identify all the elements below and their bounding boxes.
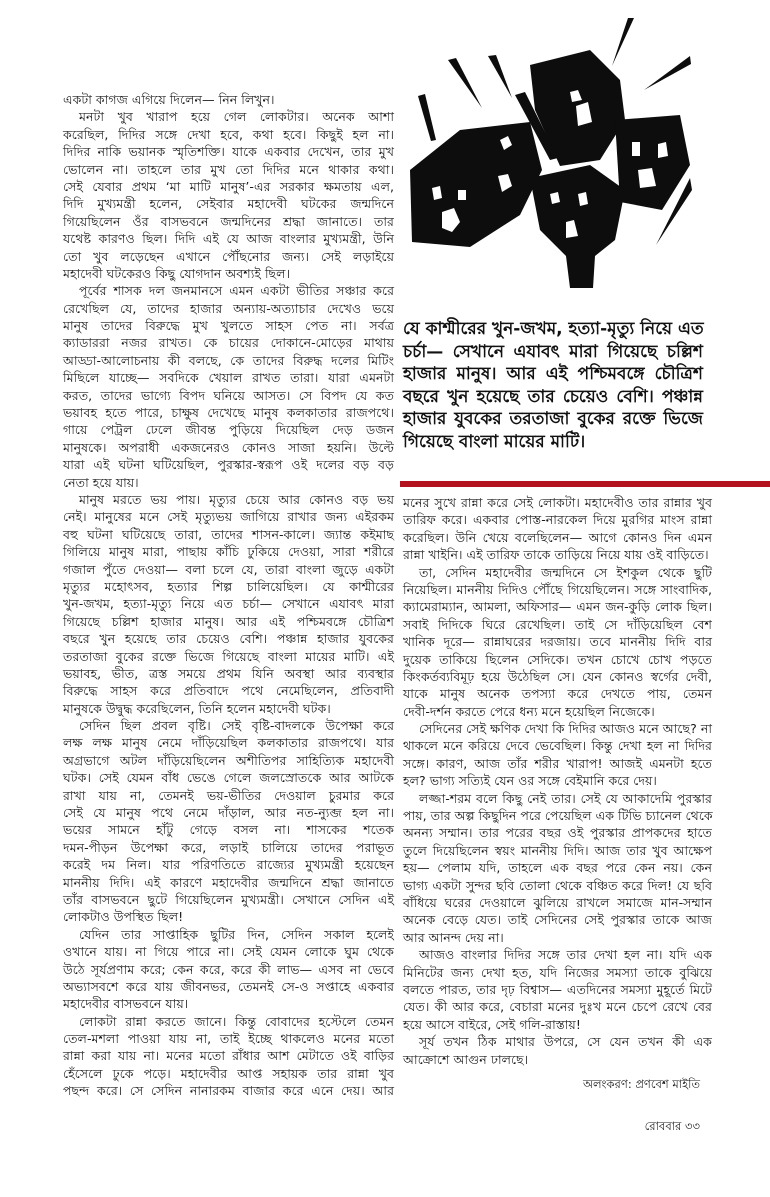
text-line: বাঁধিয়ে ঘরের দেওয়ালে ঝুলিয়ে রাখলে সমাজে মান-সম্মান <box>403 894 712 910</box>
text-line: ক্যামেরাম্যান, আমলা, অফিসার— এমন জন-কুড়ি লোক ছিল। <box>403 599 712 615</box>
text-line: ভাগ্য একটা সুন্দর ছবি তোলা থেকে বঞ্চিত করে দিল! যে ছবি <box>403 877 712 893</box>
text-line: বিরুদ্ধে সাহস করে প্রতিবাদে পথে নেমেছিলেন, প্রতিবাদী <box>63 683 394 699</box>
text-line: মনের সুখে রান্না করে সেই লোকটা। মহাদেবীও তার রান্নার খুব <box>403 495 712 510</box>
text-line: করত, তাদের ভাগ্যে বিপদ ঘনিয়ে আসত। সে বিপদ যে কত <box>63 387 394 403</box>
text-line: পূর্বের শাসক দল জনমানসে এমন একটা ভীতির সঞ্চার করে <box>79 283 394 299</box>
text-line: মহাদেবীর বাসভবনে যায়। <box>63 996 189 1012</box>
illustration-credit: অলংকরণ: প্রণবেশ মাইতি <box>583 1077 700 1091</box>
text-line: তুলে দিয়েছিলেন স্বয়ং মাননীয় দিদি। আজ তার খুব আক্ষেপ <box>403 842 712 858</box>
article-column-left <box>63 91 394 1100</box>
text-line: ভয়াবহ হতে পারে, চাক্ষুষ দেখেছে মানুষ কলকাতার রাজপথে। <box>63 405 394 421</box>
text-line: সেই যেবার প্রথম ‘মা মাটি মানুষ’-এর সরকার ক্ষমতায় এল, <box>63 178 394 194</box>
paragraph <box>63 1013 394 1100</box>
illustration <box>400 0 770 310</box>
text-line: সূর্য তখন ঠিক মাথার উপরে, সে যেন তখন কী এক <box>419 1034 712 1050</box>
text-line: মনটা খুব খারাপ হয়ে গেল লোকটার। অনেক আশা <box>79 109 394 125</box>
text-line: হয়— পেলাম যদি, তাহলে এক বছর পরে কেন নয়। কেন <box>403 860 712 876</box>
text-line: আক্রোশে আগুন ঢালছে। <box>403 1051 529 1067</box>
text-line: ভোলেন না। তাহলে তার মুখ তো দিদির মনে থাকার কথা। <box>63 161 394 177</box>
text-line: সবাই দিদিকে ঘিরে রেখেছিল। তাই সে দাঁড়িয়েছিল বেশ <box>403 616 712 632</box>
text-line: লজ্জা-শরম বলে কিছু নেই তার। সেই যে আকাদেমি পুরস্কার <box>419 790 712 806</box>
text-line: অনন্য সম্মান। তার পরের বছর ওই পুরস্কার প্রাপকদের হাতে <box>403 825 712 841</box>
paragraph <box>403 1033 712 1068</box>
text-line: মানুষ তাদের বিরুদ্ধে মুখ খুলতে সাহস পেত না। সর্বত্র <box>63 318 394 334</box>
text-line: তো খুব লড়েছেন এখানে পৌঁছনোর জন্য। সেই লড়াইয়ে <box>63 248 394 264</box>
text-line: দিদি মুখ্যমন্ত্রী হলেন, সেইবার মহাদেবী ঘটকের জন্মদিনে <box>63 196 394 212</box>
text-line: গিলিয়ে মানুষ মারা, পাছায় কাঁচি ঢুকিয়ে দেওয়া, সারা শরীরে <box>63 544 394 560</box>
page-footer: রোববার ৩৩ <box>644 1119 700 1133</box>
text-line: সেই যে মানুষ পথে নেমে দাঁড়াল, আর নত-ন্যুব্জ হল না। <box>63 805 394 821</box>
text-line: কিংকর্তব্যবিমূঢ় হয়ে উঠেছিল সে। যেন কোনও স্বর্গের দেবী, <box>403 668 712 684</box>
text-line: নিয়েছিল। মাননীয় দিদিও পৌঁছে গিয়েছিলেন। সঙ্গে সাংবাদিক, <box>403 581 712 597</box>
text-line: দিদির নাকি ভয়ানক স্মৃতিশক্তি। যাকে একবার দেখেন, তার মুখ <box>63 144 394 160</box>
text-line: অগ্রভাগে অটল দাঁড়িয়েছিলেন অশীতিপর সাহিত্যিক মহাদেবী <box>63 752 394 768</box>
text-line: হল? ভাগ্য সত্যিই যেন ওর সঙ্গে বেইমানি করে দেয়। <box>403 773 657 789</box>
text-line: আর আনন্দ দেয় না। <box>403 929 504 945</box>
text-line: তাঁর বাসভবনে ছুটে গিয়েছিলেন মুখ্যমন্ত্রী। সেখানে সেদিন এই <box>63 891 394 907</box>
text-line: আড্ডা-আলোচনায় কী বলছে, কে তাদের বিরুদ্ধ দলের মিটিং <box>63 352 394 368</box>
text-line: গিয়েছে চল্লিশ হাজার মানুষ। আর এই পশ্চিমবঙ্গে চৌত্রিশ <box>63 613 394 629</box>
text-line: মানুষ মরতে ভয় পায়। মৃত্যুর চেয়ে আর কোনও বড় ভয় <box>79 491 394 507</box>
text-line: উঠে সূর্যপ্রণাম করে; কেন করে, করে কী লাভ— এসব না ভেবে <box>63 961 394 977</box>
paragraph <box>63 717 394 926</box>
article-column-right <box>403 494 712 1068</box>
paragraph <box>63 926 394 1013</box>
text-line: তেল-মশলা পাওয়া যায় না, তাই ইচ্ছে থাকলেও মনের মতো <box>63 1031 394 1047</box>
text-line: যাকে মানুষ অনেক তপস্যা করে দেখতে পায়, তেমন <box>403 686 712 702</box>
text-line: অনেক বেড়ে যেত। তাই সেদিনের সেই পুরস্কার তাকে আজ <box>403 912 712 928</box>
text-line: লোকটা রান্না করতে জানে। কিন্তু বোবাদের হস্টেলে তেমন <box>79 1013 394 1029</box>
text-line: মিনিটের জন্য দেখা হত, যদি নিজের সমস্যা তাকে বুঝিয়ে <box>403 964 712 980</box>
text-line: করেছিল। উনি খেয়ে বলেছিলেন— আগে কোনও দিন এমন <box>403 529 712 545</box>
pull-quote-line: হাজার মানুষ। আর এই পশ্চিমবঙ্গে চৌত্রিশ <box>403 364 703 384</box>
accent-divider <box>400 481 770 487</box>
text-line: মাননীয় দিদি। এই কারণে মহাদেবীর জন্মদিনে শ্রদ্ধা জানাতে <box>63 874 394 890</box>
text-line: রান্না খাইনি। এই তারিফ তাকে তাড়িয়ে নিয়ে যায় ওই বাড়িতে। <box>403 547 709 563</box>
paragraph <box>403 790 712 947</box>
text-line: নেতা হয়ে যায়। <box>63 474 139 490</box>
pull-quote-line: গিয়েছে বাংলা মায়ের মাটি। <box>403 431 586 452</box>
text-line: লক্ষ লক্ষ মানুষ নেমে দাঁড়িয়েছিল কলকাতার রাজপথে। যার <box>63 735 394 751</box>
text-line: থাকলে মনে করিয়ে দেবে ভেবেছিল। কিন্তু দেখা হল না দিদির <box>403 738 712 754</box>
text-line: সেদিনের সেই ক্ষণিক দেখা কি দিদির আজও মনে আছে? না <box>419 721 712 737</box>
text-line: তরতাজা বুকের রক্তে ভিজে গিয়েছে বাংলা মায়ের মাটি। এই <box>63 648 394 664</box>
text-line: তা, সেদিন মহাদেবীর জন্মদিনে সে ইশকুল থেকে ছুটি <box>419 564 712 580</box>
text-line: ওখানে যায়। না গিয়ে পারে না। সেই যেমন লোকে ঘুম থেকে <box>63 944 394 960</box>
text-line: লোকটাও উপস্থিত ছিল! <box>63 909 184 925</box>
text-line: সঙ্গে। কারণ, আজ তাঁর শরীর খারাপ! আজই এমনটা হতে <box>403 755 712 771</box>
text-line: খুন-জখম, হত্যা-মৃত্যু নিয়ে এত চর্চা— সেখানে এযাবৎ মারা <box>63 596 394 612</box>
text-line: রেখেছিল যে, তাদের হাজার অন্যায়-অত্যাচার দেখেও ভয়ে <box>63 300 394 316</box>
text-line: বহু ঘটনা ঘটিয়েছে তারা, তাদের শাসন-কালে। জ্যান্ত কইমাছ <box>63 526 394 542</box>
pull-quote-line: হাজার যুবকের তরতাজা বুকের রক্তে ভিজে <box>403 409 703 429</box>
text-line: রাখা যায় না, তেমনই ভয়-ভীতির দেওয়াল চুরমার করে <box>63 787 394 803</box>
text-line: দেবী-দর্শন করতে পেরে ধন্য মনে হয়েছিল নিজেকে। <box>403 703 655 719</box>
text-line: সেদিন ছিল প্রবল বৃষ্টি। সেই বৃষ্টি-বাদলকে উপেক্ষা করে <box>79 718 394 734</box>
text-line: মানুষকে। অপরাধী একজনেরও কোনও সাজা হয়নি। উল্টে <box>63 439 394 455</box>
text-line: খানিক দূরে— রান্নাঘরের দরজায়। তবে মাননীয় দিদি বার <box>403 634 712 650</box>
text-line: আজও বাংলার দিদির সঙ্গে তার দেখা হল না। যদি এক <box>419 947 712 963</box>
abstract-illustration-icon <box>400 0 770 310</box>
text-line: মৃত্যুর মহোৎসব, হত্যার শিল্প চালিয়েছিল। যে কাশ্মীরের <box>63 578 394 594</box>
text-line: গজাল পুঁতে দেওয়া— বলা চলে যে, তারা বাংলা জুড়ে একটা <box>63 561 394 577</box>
text-line: ভয়াবহ, ভীত, ত্রস্ত সময়ে প্রথম যিনি অবস্থা আর ব্যবস্থার <box>63 665 394 681</box>
pull-quote-line: যে কাশ্মীরের খুন-জখম, হত্যা-মৃত্যু নিয়ে এত <box>403 319 704 339</box>
paragraph <box>403 564 712 721</box>
text-line: পায়, তার অল্প কিছুদিন পরে পেয়েছিল এক টিভি চ্যানেল থেকে <box>403 808 713 824</box>
text-line: বলতে পারত, তার দৃঢ় বিশ্বাস— এতদিনের সমস্যা মুহূর্তে মিটে <box>403 981 712 997</box>
paragraph <box>403 494 712 564</box>
text-line: তারিফ করে। একবার পোস্ত-নারকেল দিয়ে মুরগির মাংস রান্না <box>403 512 712 528</box>
pull-quote <box>403 318 703 453</box>
text-line: গিয়েছিলেন ওঁর বাসভবনে জন্মদিনের শ্রদ্ধা জানাতে। তার <box>63 213 394 229</box>
text-line: হয়ে আসে বাইরে, সেই গলি-রাস্তায়! <box>403 1016 581 1032</box>
paragraph <box>403 946 712 1033</box>
text-line: করেছিল, দিদির সঙ্গে দেখা হবে, কথা হবে। কিছুই হল না। <box>63 126 394 142</box>
text-line: হেঁসেলে ঢুকে পড়ে। মহাদেবীর আপ্ত সহায়ক তার রান্না খুব <box>63 1065 394 1081</box>
pull-quote-line: চর্চা— সেখানে এযাবৎ মারা গিয়েছে চল্লিশ <box>403 341 703 362</box>
paragraph <box>63 91 394 108</box>
text-line: করেই দম নিল। যার পরিণতিতে রাজ্যের মুখ্যমন্ত্রী হয়েছেন <box>63 857 394 873</box>
text-line: বছরে খুন হয়েছে তার চেয়েও বেশি। পঞ্চান্ন হাজার যুবকের <box>63 631 394 647</box>
text-line: যারা এই ঘটনা ঘটিয়েছিল, পুরস্কার-স্বরূপ ওই দলের বড় বড় <box>63 457 394 473</box>
pull-quote-line: বছরে খুন হয়েছে তার চেয়েও বেশি। পঞ্চান্ন <box>403 386 703 407</box>
text-line: পছন্দ করে। সে সেদিন নানারকম বাজার করে এনে দেয়। আর <box>63 1083 394 1099</box>
text-line: একটা কাগজ এগিয়ে দিলেন— নিন লিখুন। <box>63 92 275 107</box>
text-line: মিছিলে যাচ্ছে— সবদিকে খেয়াল রাখত তারা। যারা এমনটা <box>63 370 394 386</box>
text-line: ক্যাডাররা নজর রাখত। কে চায়ের দোকানে-মোড়ের মাথায় <box>63 335 394 351</box>
paragraph <box>63 108 394 282</box>
text-line: যথেষ্ট কারণও ছিল। দিদি এই যে আজ বাংলার মুখ্যমন্ত্রী, উনি <box>63 231 394 247</box>
text-line: নেই। মানুষের মনে সেই মৃত্যুভয় জাগিয়ে রাখার জন্য এইরকম <box>63 509 394 525</box>
text-line: দমন-পীড়ন উপেক্ষা করে, লড়াই চালিয়ে তাদের পরাভূত <box>63 839 394 855</box>
paragraph <box>63 491 394 717</box>
text-line: রান্না করা যায় না। মনের মতো রাঁধার আশ মেটাতে ওই বাড়ির <box>63 1048 394 1064</box>
text-line: গায়ে পেট্রল ঢেলে জীবন্ত পুড়িয়ে দিয়েছিল দেড় ডজন <box>63 422 394 438</box>
text-line: মহাদেবী ঘটকেরও কিছু যোগদান অবশ্যই ছিল। <box>63 265 291 281</box>
text-line: ভয়ের সামনে হাঁটু গেড়ে বসল না। শাসকের শতেক <box>63 822 394 838</box>
text-line: দুয়েক তাকিয়ে ছিলেন সেদিকে। তখন চোখে চোখ পড়তে <box>403 651 712 667</box>
paragraph <box>403 720 712 790</box>
paragraph <box>63 282 394 491</box>
text-line: যেদিন তার সাপ্তাহিক ছুটির দিন, সেদিন সকাল হলেই <box>79 926 394 942</box>
text-line: যেত। কী আর করে, বেচারা মনের দুঃখ মনে চেপে রেখে বের <box>403 999 712 1015</box>
text-line: মানুষকে উদ্বুদ্ধ করেছিলেন, তিনি হলেন মহাদেবী ঘটক। <box>63 700 331 716</box>
text-line: অভ্যাসবশে করে যায় জীবনভর, তেমনই সে-ও সপ্তাহে একবার <box>63 978 394 994</box>
text-line: ঘটক। সেই যেমন বাঁধ ভেঙে গেলে জলস্রোতকে আর আটকে <box>63 770 394 786</box>
